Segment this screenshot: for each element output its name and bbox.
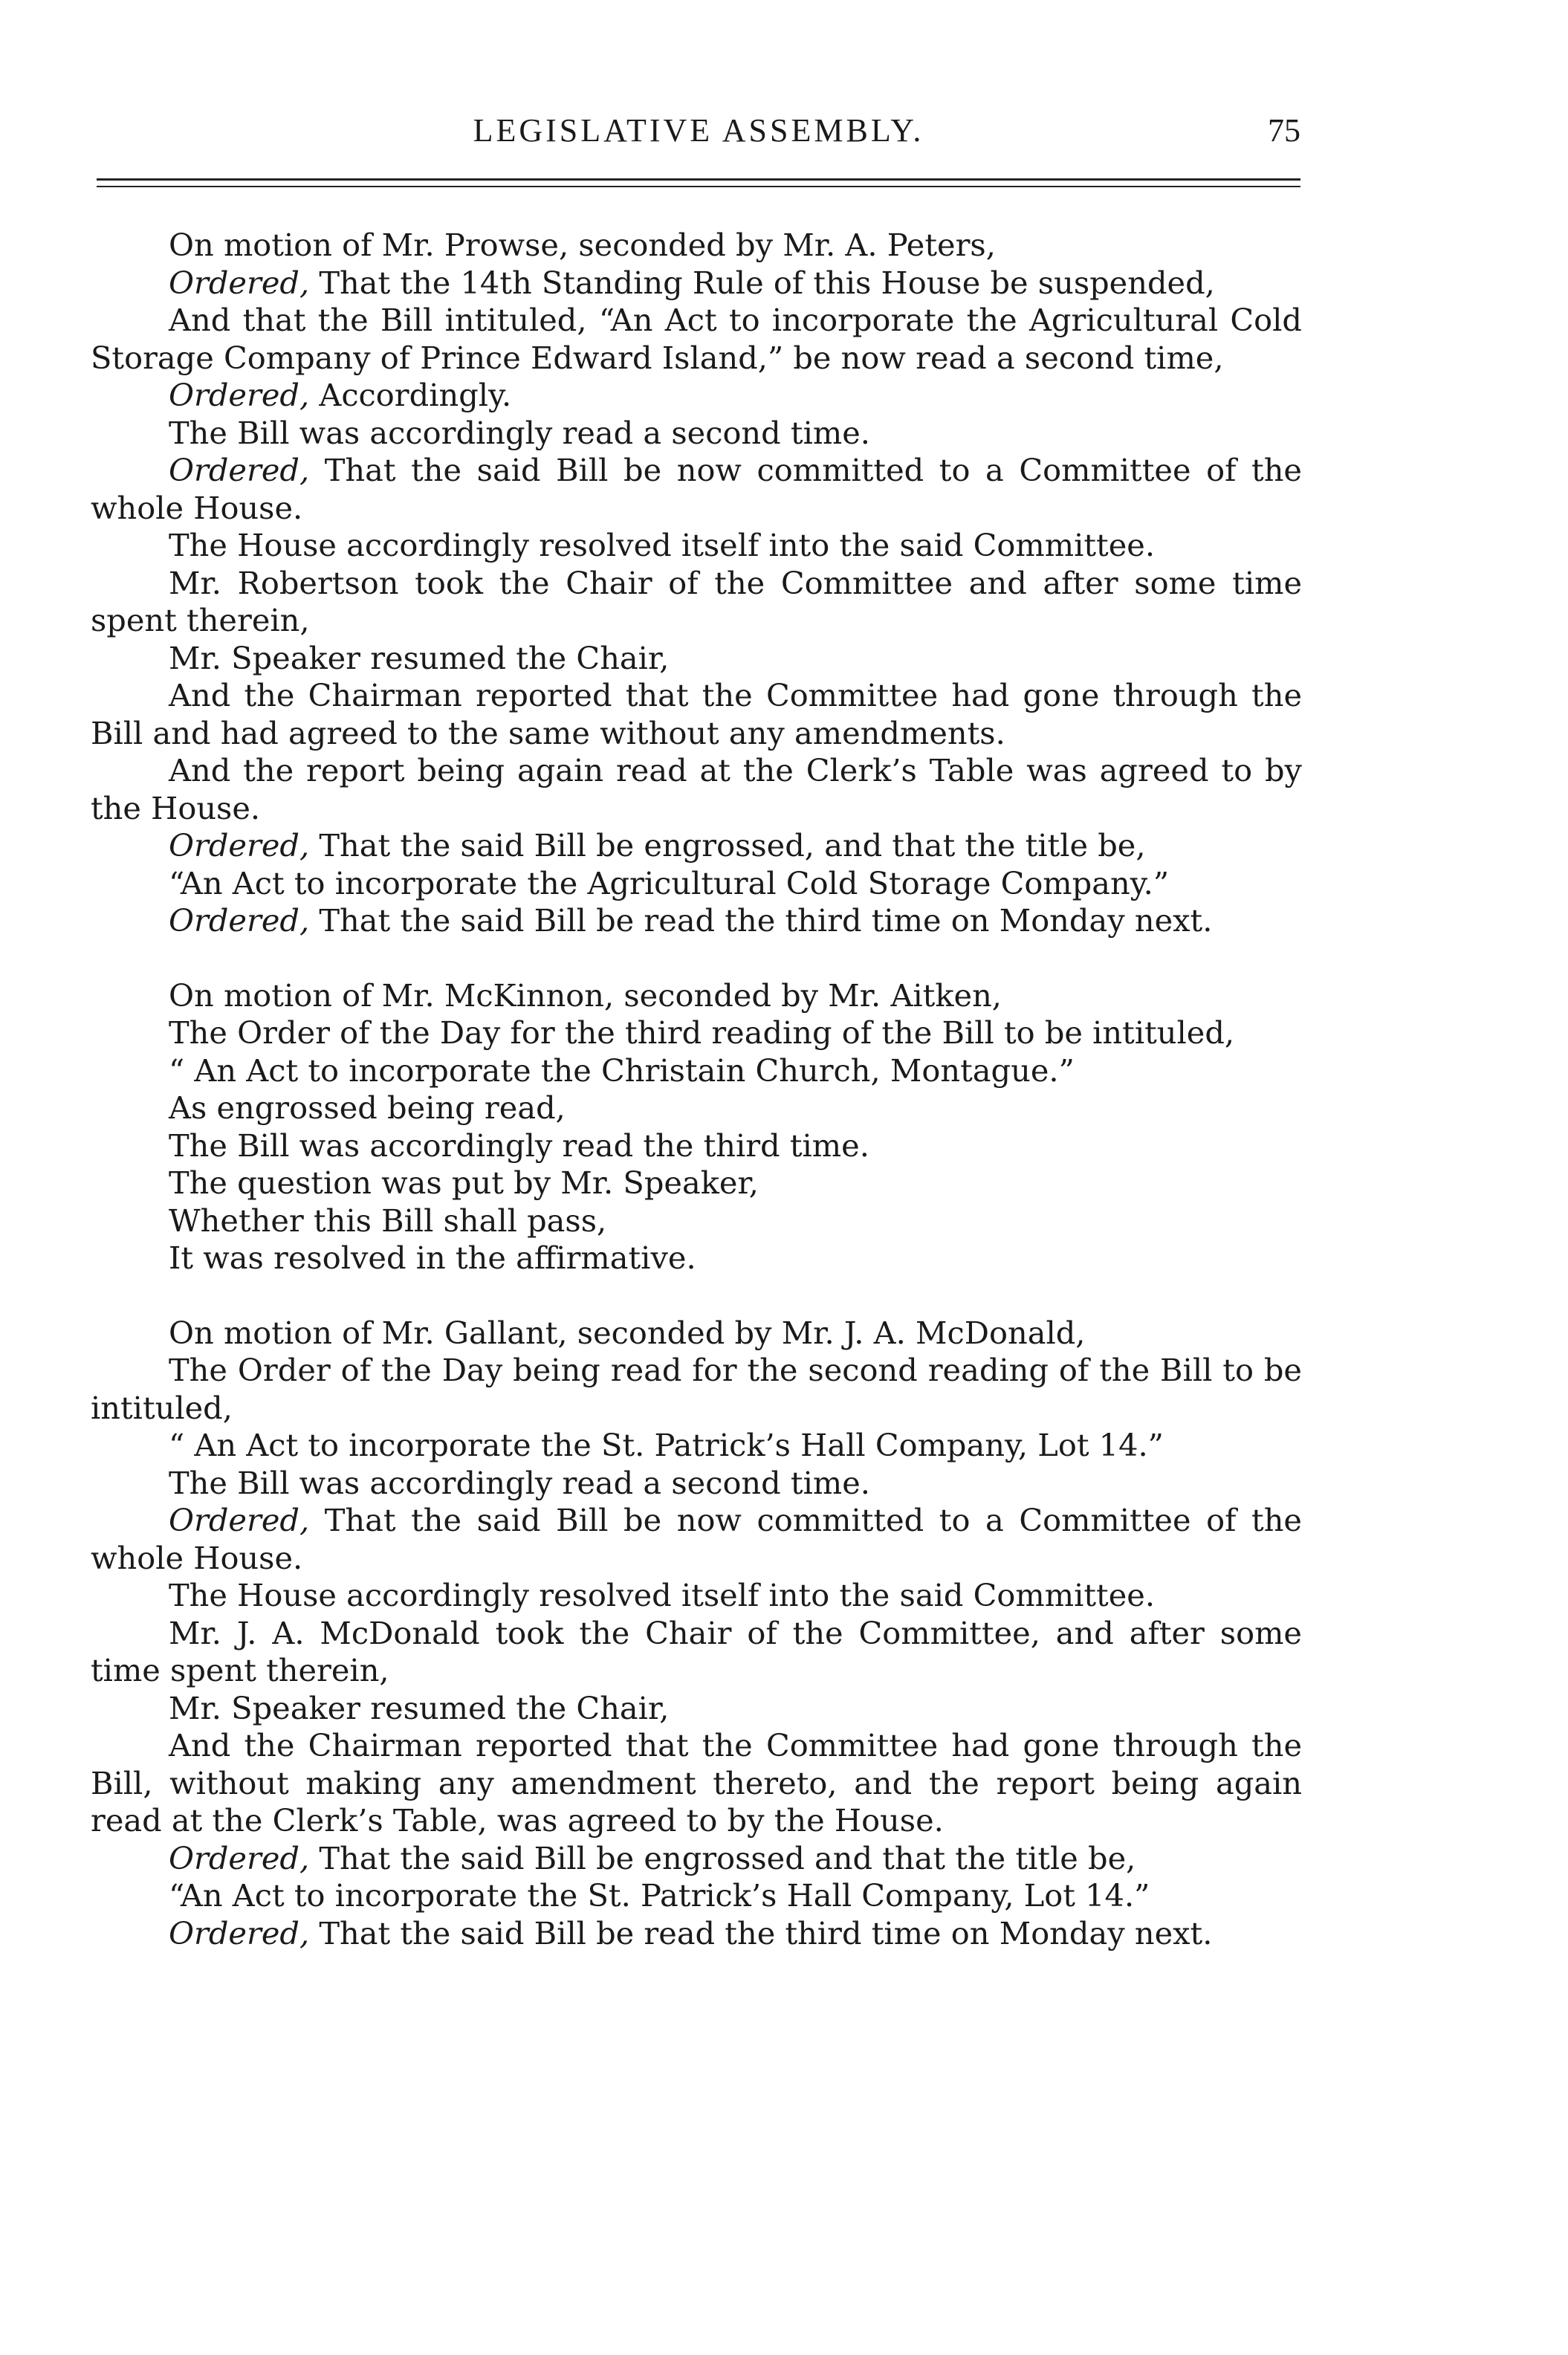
paragraph: The question was put by Mr. Speaker, <box>169 1164 759 1201</box>
minutes-entry-st-patricks-hall <box>91 1315 1302 1953</box>
paragraph: Mr. Speaker resumed the Chair, <box>169 1689 670 1726</box>
header-rule <box>97 178 1300 181</box>
paragraph: On motion of Mr. McKinnon, seconded by Mr. Aitken, <box>169 976 1002 1014</box>
paragraph: The Bill was accordingly read a second time. <box>169 414 870 451</box>
paragraph: The Bill was accordingly read a second time. <box>169 1464 870 1501</box>
document-body <box>91 227 1302 1952</box>
paragraph: Whether this Bill shall pass, <box>169 1202 607 1239</box>
paragraph: Mr. Speaker resumed the Chair, <box>169 639 670 676</box>
paragraph: It was resolved in the affirmative. <box>169 1240 696 1276</box>
paragraph: “ An Act to incorporate the St. Patrick’s Hall Company, Lot 14.” <box>169 1427 1164 1463</box>
paragraph: Ordered, Accordingly. <box>169 377 512 413</box>
paragraph: Ordered, That the said Bill be now committed to a Committee of the whole House. <box>91 1502 1302 1576</box>
paragraph: The House accordingly resolved itself into the said Committee. <box>169 1577 1156 1613</box>
paragraph: “An Act to incorporate the St. Patrick’s Hall Company, Lot 14.” <box>169 1877 1150 1914</box>
page-header <box>97 111 1300 156</box>
paragraph: The Bill was accordingly read the third time. <box>169 1127 869 1164</box>
paragraph: “An Act to incorporate the Agricultural Cold Storage Company.” <box>169 864 1170 901</box>
section-gap <box>91 1277 1302 1315</box>
paragraph: The House accordingly resolved itself into the said Committee. <box>169 527 1156 563</box>
paragraph: Mr. J. A. McDonald took the Chair of the Committee, and after some time spent therein, <box>91 1614 1302 1688</box>
paragraph: Ordered, That the said Bill be read the third time on Monday next. <box>169 1914 1213 1951</box>
paragraph: And that the Bill intituled, “An Act to incorporate the Agricultural Cold Storage Company of Prince Edward Island,” be now read a second time, <box>91 302 1302 376</box>
paragraph: “ An Act to incorporate the Christain Church, Montague.” <box>169 1052 1075 1089</box>
paragraph: On motion of Mr. Prowse, seconded by Mr. A. Peters, <box>169 227 996 263</box>
paragraph: The Order of the Day for the third reading of the Bill to be intituled, <box>169 1014 1235 1051</box>
paragraph: Ordered, That the said Bill be read the third time on Monday next. <box>169 902 1213 939</box>
minutes-entry-christain-church <box>91 977 1302 1277</box>
paragraph: On motion of Mr. Gallant, seconded by Mr. J. A. McDonald, <box>169 1314 1086 1351</box>
paragraph: Ordered, That the said Bill be now committed to a Committee of the whole House. <box>91 452 1302 526</box>
header-rule-secondary <box>97 186 1300 187</box>
paragraph: Ordered, That the said Bill be engrossed and that the title be, <box>169 1839 1136 1876</box>
paragraph: As engrossed being read, <box>169 1089 566 1126</box>
paragraph: Ordered, That the 14th Standing Rule of this House be suspended, <box>169 264 1215 301</box>
page-number: 75 <box>1268 112 1300 149</box>
paragraph: The Order of the Day being read for the second reading of the Bill to be intituled, <box>91 1352 1302 1426</box>
paragraph: Ordered, That the said Bill be engrossed, and that the title be, <box>169 827 1146 864</box>
running-title: LEGISLATIVE ASSEMBLY. <box>473 112 924 149</box>
paragraph: And the report being again read at the Clerk’s Table was agreed to by the House. <box>91 752 1302 826</box>
minutes-entry-agricultural-cold-storage <box>91 227 1302 940</box>
paragraph: Mr. Robertson took the Chair of the Committee and after some time spent therein, <box>91 564 1302 638</box>
paragraph: And the Chairman reported that the Committee had gone through the Bill, without making any amendment thereto, and the report being again read at the Clerk’s Table, was agreed to by the House. <box>91 1727 1302 1839</box>
section-gap <box>91 940 1302 977</box>
paragraph: And the Chairman reported that the Committee had gone through the Bill and had agreed to the same without any amendments. <box>91 677 1302 751</box>
